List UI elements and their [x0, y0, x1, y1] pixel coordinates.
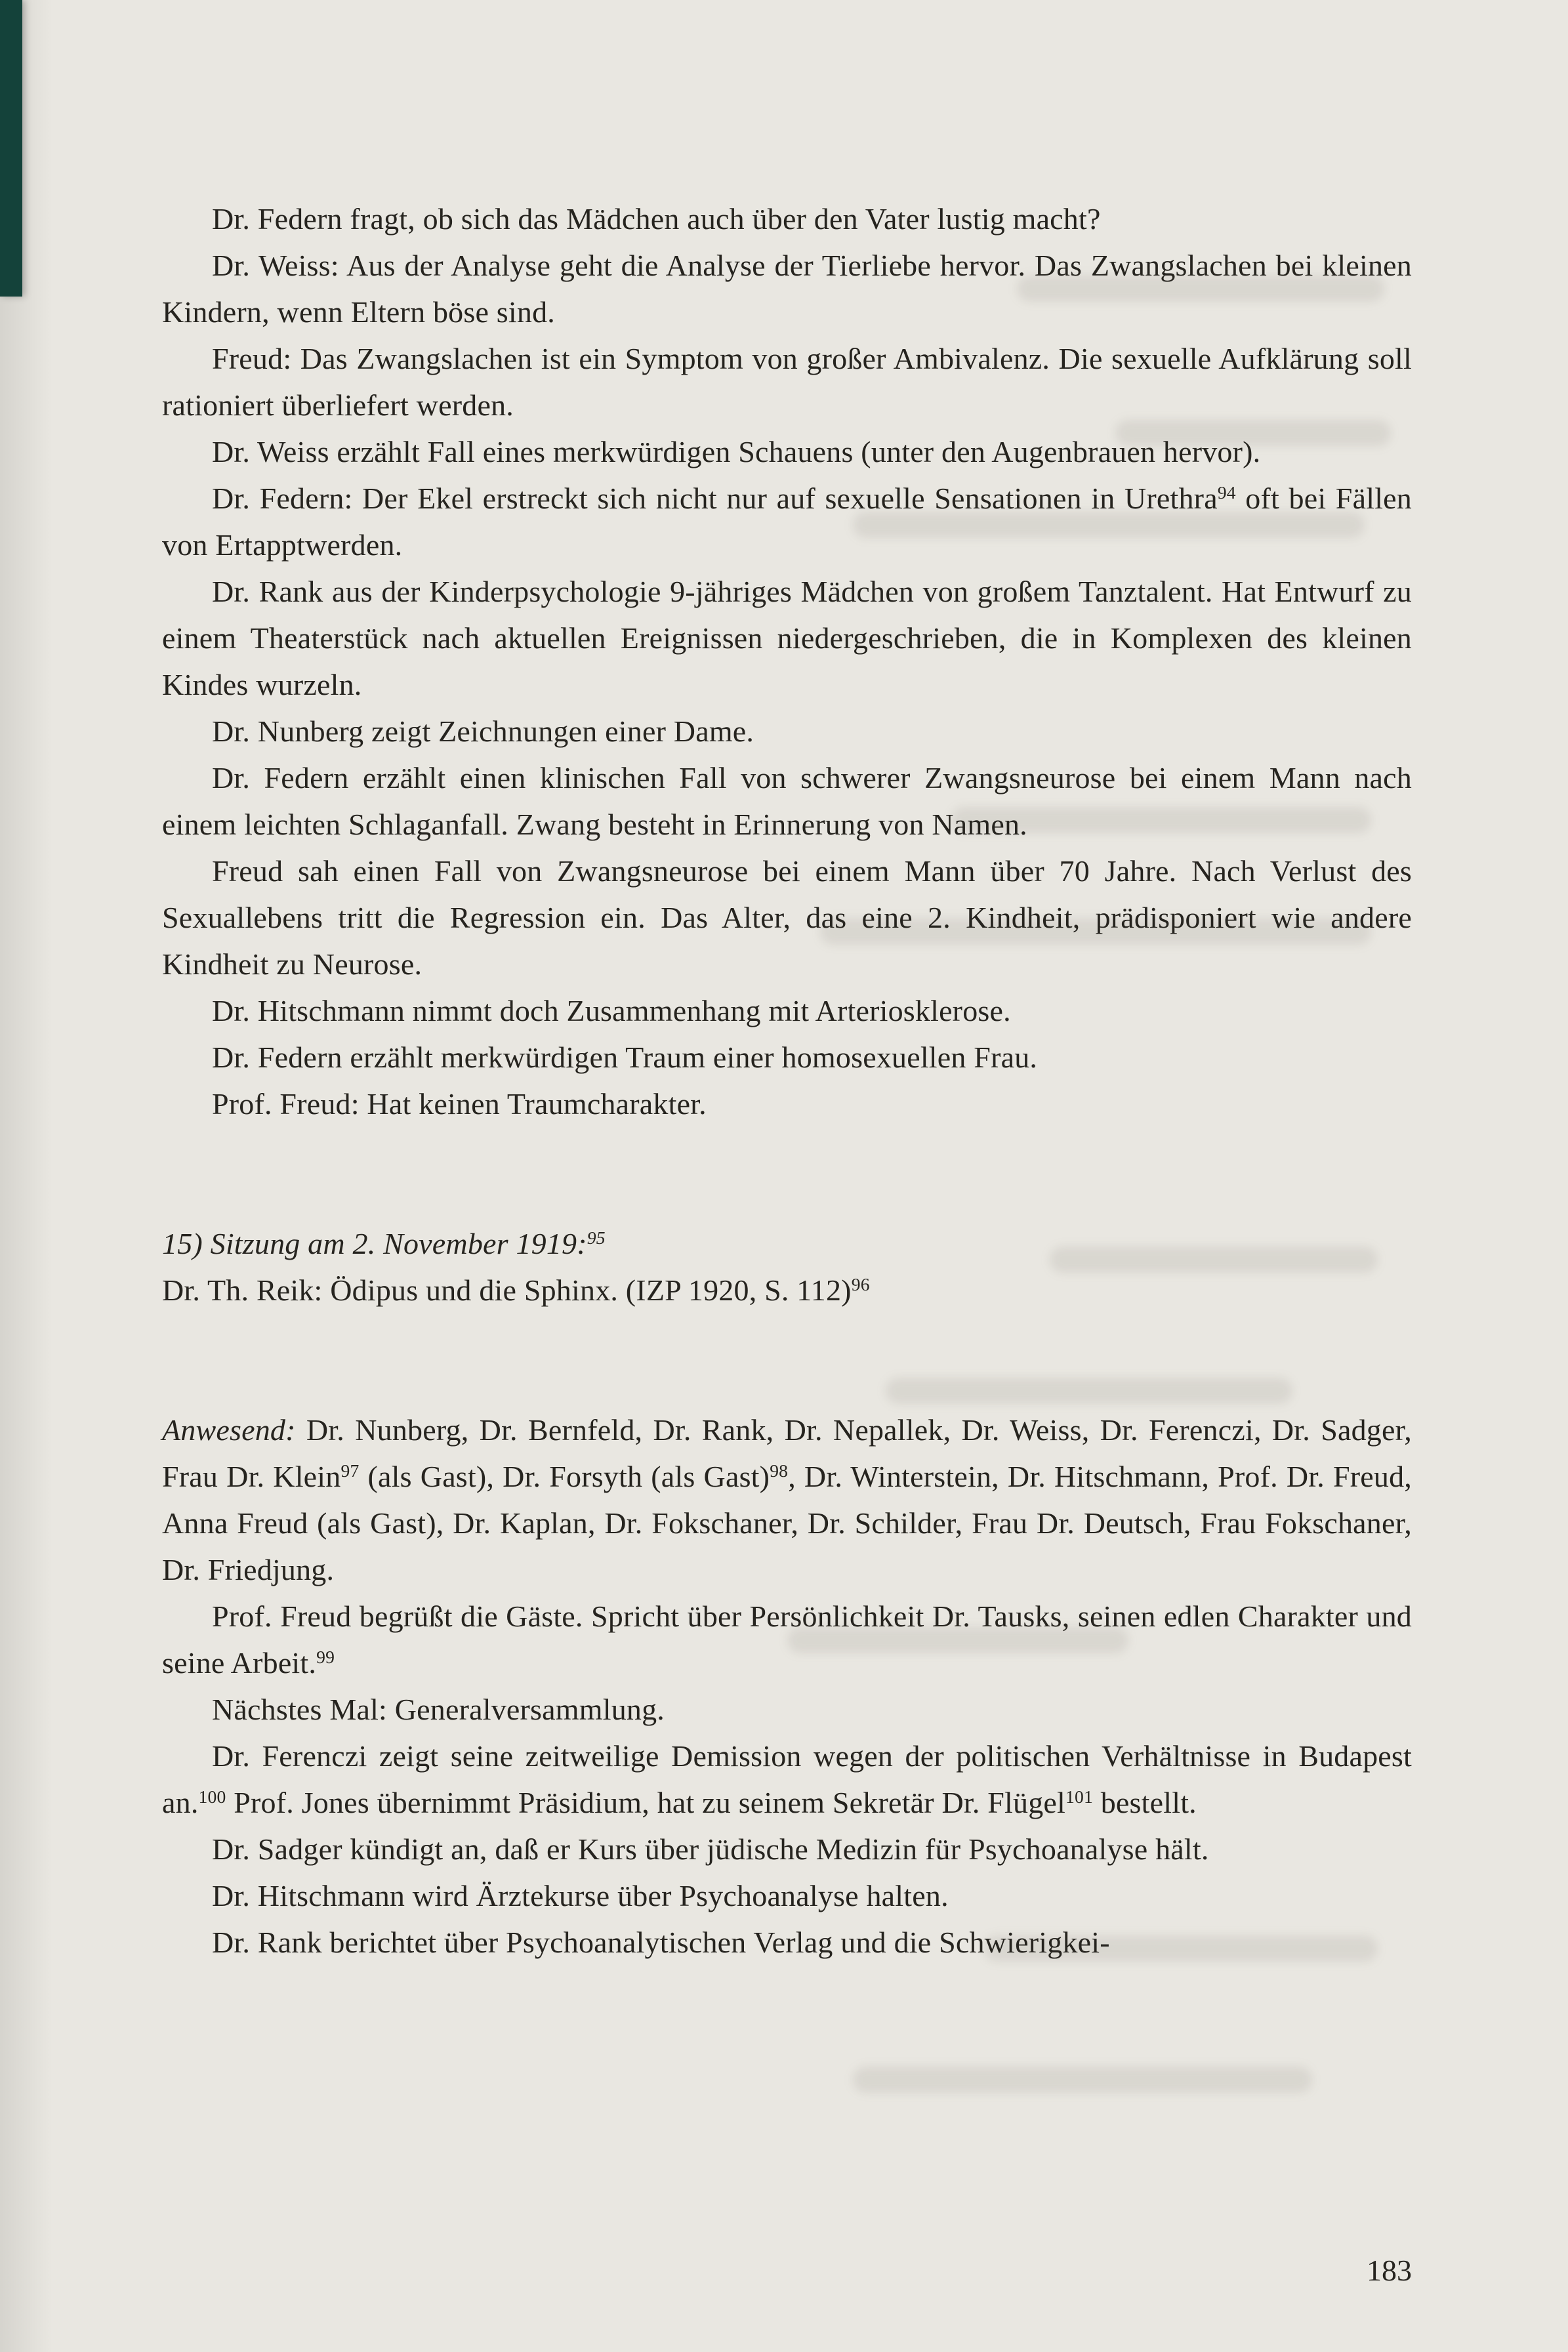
footnote-marker: 96	[851, 1273, 870, 1294]
text-run: Prof. Freud: Hat keinen Traumcharakter.	[212, 1087, 707, 1121]
paragraph	[162, 196, 1412, 242]
footnote-marker: 101	[1065, 1786, 1094, 1807]
footnote-marker: 98	[770, 1460, 789, 1481]
footnote-marker: 94	[1217, 482, 1236, 503]
text-run: Dr. Sadger kündigt an, daß er Kurs über jüdische Medizin für Psychoanalyse hält.	[212, 1832, 1209, 1866]
text-run: Dr. Federn: Der Ekel erstreckt sich nicht nur auf sexuelle Sensationen in Urethra	[212, 482, 1218, 515]
paragraph	[162, 987, 1412, 1034]
text-run: bestellt.	[1093, 1786, 1197, 1819]
paragraph	[162, 1593, 1412, 1686]
text-run: Dr. Th. Reik: Ödipus und die Sphinx. (IZP 1920, S. 112)	[162, 1273, 852, 1307]
text-run: 15) Sitzung am 2. November 1919:	[162, 1227, 587, 1260]
paragraph	[162, 1034, 1412, 1081]
text-run: Freud: Das Zwangslachen ist ein Symptom von großer Ambivalenz. Die sexuelle Aufklärung soll rationiert überliefert werden.	[162, 342, 1412, 422]
paragraph	[162, 1872, 1412, 1919]
text-run: Dr. Weiss: Aus der Analyse geht die Analyse der Tierliebe hervor. Das Zwangslachen bei kleinen Kindern, wenn Eltern böse sind.	[162, 249, 1412, 329]
text-run: , Dr. Winterstein, Dr. Hitschmann, Prof. Dr. Freud, Anna Freud (als Gast), Dr. Kaplan, Dr. Fokschaner, Dr. Schilder, Frau Dr. Deutsch, Frau Fokschaner, Dr. Friedjung.	[162, 1460, 1412, 1586]
footnote-marker: 97	[340, 1460, 360, 1481]
paragraph	[162, 754, 1412, 848]
text-run: Prof. Freud begrüßt die Gäste. Spricht über Persönlichkeit Dr. Tausks, seinen edlen Charakter und seine Arbeit.	[162, 1599, 1412, 1680]
paragraph	[162, 1081, 1412, 1127]
text-run: Dr. Hitschmann wird Ärztekurse über Psychoanalyse halten.	[212, 1879, 949, 1912]
text-run: Dr. Federn erzählt einen klinischen Fall von schwerer Zwangsneurose bei einem Mann nach einem leichten Schlaganfall. Zwang besteht in Erinnerung von Namen.	[162, 761, 1412, 841]
text-run: Dr. Rank aus der Kinderpsychologie 9-jähriges Mädchen von großem Tanztalent. Hat Entwurf zu einem Theaterstück nach aktuellen Ereignissen niedergeschrieben, die in Komplexen des kleinen Kindes wurzeln.	[162, 575, 1412, 701]
text-run: Freud sah einen Fall von Zwangsneurose bei einem Mann über 70 Jahre. Nach Verlust des Sexuallebens tritt die Regression ein. Das Alter, das eine 2. Kindheit, prädisponiert wie andere Kindheit zu Neurose.	[162, 854, 1412, 981]
paragraph	[162, 475, 1412, 568]
paragraph	[162, 335, 1412, 428]
paragraph	[162, 1919, 1412, 1966]
text-run: Dr. Nunberg zeigt Zeichnungen einer Dame.	[212, 714, 754, 748]
paragraph	[162, 428, 1412, 475]
paragraph	[162, 708, 1412, 754]
paragraph	[162, 1733, 1412, 1826]
scan-gutter-shadow	[0, 0, 52, 2352]
footnote-marker: 100	[198, 1786, 226, 1807]
footnote-marker: 95	[587, 1227, 606, 1248]
paragraph	[162, 1267, 1412, 1313]
text-run: Nächstes Mal: Generalversammlung.	[212, 1693, 665, 1726]
text-run: Dr. Rank berichtet über Psychoanalytischen Verlag und die Schwierigkei-	[212, 1926, 1110, 1959]
book-spine-edge	[0, 0, 22, 297]
text-run: Dr. Federn fragt, ob sich das Mädchen auch über den Vater lustig macht?	[212, 202, 1101, 236]
text-run: Dr. Federn erzählt merkwürdigen Traum einer homosexuellen Frau.	[212, 1041, 1038, 1074]
text-run: oft bei Fällen von Ertapptwerden.	[162, 482, 1412, 562]
page-number: 183	[1367, 2254, 1412, 2287]
text-run: Dr. Weiss erzählt Fall eines merkwürdigen Schauens (unter den Augenbrauen hervor).	[212, 435, 1261, 468]
text-run: Dr. Hitschmann nimmt doch Zusammenhang mit Arteriosklerose.	[212, 994, 1011, 1027]
footnote-marker: 99	[316, 1646, 335, 1667]
text-run: Dr. Ferenczi zeigt seine zeitweilige Demission wegen der politischen Verhältnisse in Budapest an.	[162, 1739, 1412, 1819]
paragraph	[162, 568, 1412, 708]
text-block	[162, 196, 1412, 1966]
paragraph	[162, 242, 1412, 335]
bleedthrough-smudge	[853, 2067, 1312, 2093]
paragraph	[162, 1826, 1412, 1872]
paragraph	[162, 1686, 1412, 1733]
text-run: Prof. Jones übernimmt Präsidium, hat zu seinem Sekretär Dr. Flügel	[226, 1786, 1066, 1819]
text-run: (als Gast), Dr. Forsyth (als Gast)	[359, 1460, 770, 1493]
text-run: Dr. Nunberg, Dr. Bernfeld, Dr. Rank, Dr. Nepallek, Dr. Weiss, Dr. Ferenczi, Dr. Sadger, Frau Dr. Klein	[162, 1413, 1412, 1493]
paragraph	[162, 1407, 1412, 1593]
paragraph	[162, 1220, 1412, 1267]
text-run: Anwesend:	[162, 1413, 296, 1447]
paragraph	[162, 848, 1412, 987]
